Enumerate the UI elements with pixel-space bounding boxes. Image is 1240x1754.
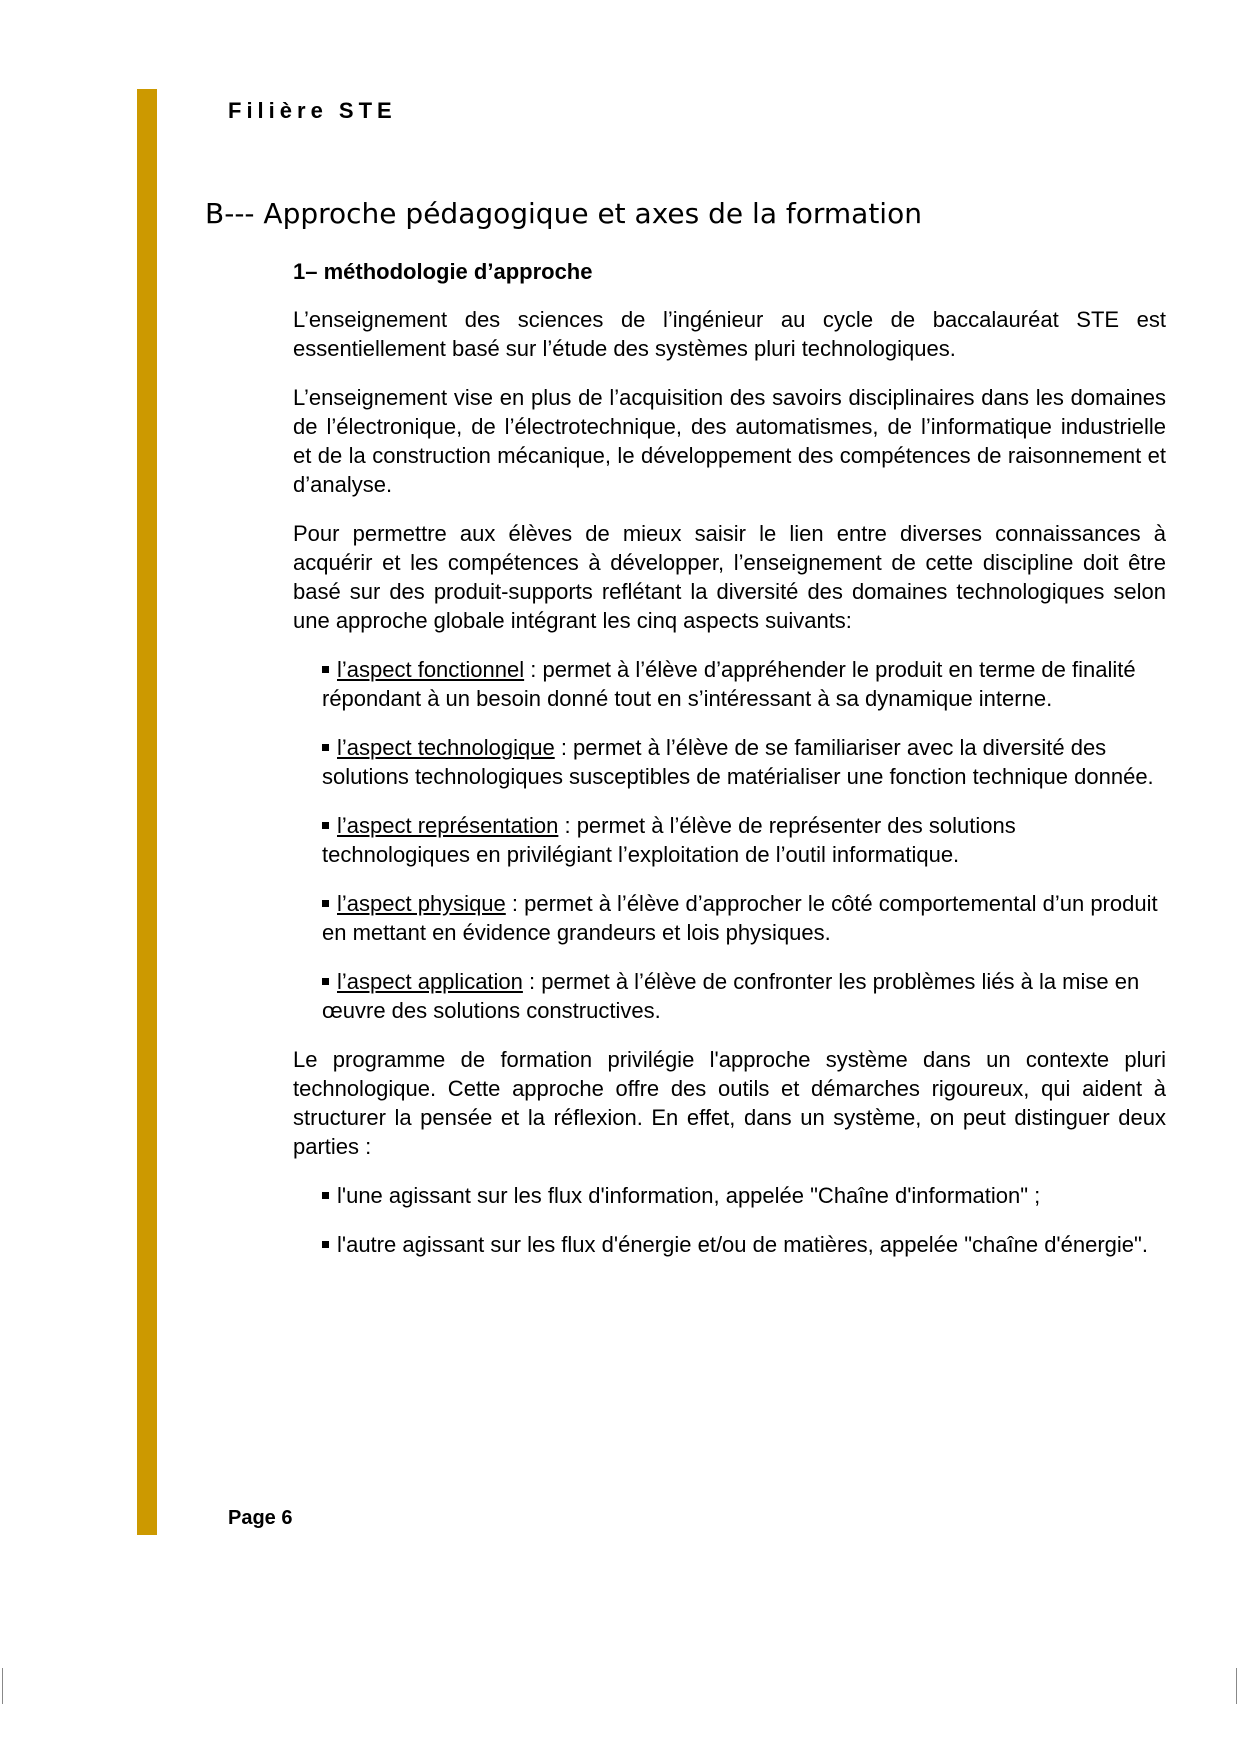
list-item-information-chain xyxy=(322,1181,1166,1210)
square-bullet-icon xyxy=(322,822,329,829)
aspect-description: : permet à l’élève de confronter les problèmes liés à la mise en œuvre des solutions constructives. xyxy=(322,969,1140,1023)
paragraph-approach: Pour permettre aux élèves de mieux saisir le lien entre diverses connaissances à acquérir et les compétences à développer, l’enseignement de cette discipline doit être basé sur des produit-supports reflétant la diversité des domaines technologiques selon une approche globale intégrant les cinq aspects suivants: xyxy=(293,521,1166,633)
square-bullet-icon xyxy=(322,900,329,907)
aspect-description: : permet à l’élève d’appréhender le produit en terme de finalité répondant à un besoin donné tout en s’intéressant à sa dynamique interne. xyxy=(322,657,1136,711)
square-bullet-icon xyxy=(322,978,329,985)
aspect-name: l’aspect physique xyxy=(337,891,506,916)
aspect-name: l’aspect technologique xyxy=(337,735,555,760)
aspect-description: : permet à l’élève de représenter des solutions technologiques en privilégiant l’exploitation de l’outil informatique. xyxy=(322,813,1016,867)
subsection-title: 1– méthodologie d’approche xyxy=(293,259,593,284)
list-item-aspect-application xyxy=(322,967,1166,1025)
paragraph-intro: L’enseignement des sciences de l’ingénieur au cycle de baccalauréat STE est essentiellement basé sur l’étude des systèmes pluri technologiques. xyxy=(293,307,1166,361)
square-bullet-icon xyxy=(322,1192,329,1199)
aspect-name: l’aspect fonctionnel xyxy=(337,657,525,682)
system-parts-list xyxy=(322,1181,1166,1259)
list-item-aspect-representation xyxy=(322,811,1166,869)
decorative-side-bar xyxy=(137,89,157,1535)
square-bullet-icon xyxy=(322,666,329,673)
aspect-name: l’aspect représentation xyxy=(337,813,559,838)
left-crop-mark xyxy=(2,1668,3,1704)
square-bullet-icon xyxy=(322,744,329,751)
list-item-aspect-physique xyxy=(322,889,1166,947)
list-item-energy-chain xyxy=(322,1230,1166,1259)
system-part-text: l'une agissant sur les flux d'information, appelée "Chaîne d'information" ; xyxy=(337,1183,1041,1208)
header-title: Filière STE xyxy=(228,98,397,123)
paragraph-system: Le programme de formation privilégie l'approche système dans un contexte pluri technologique. Cette approche offre des outils et démarches rigoureux, qui aident à structurer la pensée et la réflexion. En effet, dans un système, on peut distinguer deux parties : xyxy=(293,1047,1166,1159)
aspects-list xyxy=(322,655,1166,1025)
document-body xyxy=(293,305,1166,1279)
aspect-description: : permet à l’élève de se familiariser avec la diversité des solutions technologiques susceptibles de matérialiser une fonction technique donnée. xyxy=(322,735,1154,789)
list-item-aspect-fonctionnel xyxy=(322,655,1166,713)
aspect-name: l’aspect application xyxy=(337,969,523,994)
page-number: Page 6 xyxy=(228,1507,293,1529)
paragraph-objectives: L’enseignement vise en plus de l’acquisition des savoirs disciplinaires dans les domaines de l’électronique, de l’électrotechnique, des automatismes, de l’informatique industrielle et de la construction mécanique, le développement des compétences de raisonnement et d’analyse. xyxy=(293,385,1166,497)
aspect-description: : permet à l’élève d’approcher le côté comportemental d’un produit en mettant en évidence grandeurs et lois physiques. xyxy=(322,891,1158,945)
square-bullet-icon xyxy=(322,1241,329,1248)
system-part-text: l'autre agissant sur les flux d'énergie et/ou de matières, appelée "chaîne d'énergie". xyxy=(337,1232,1148,1257)
right-crop-mark xyxy=(1236,1668,1237,1704)
section-title: B--- Approche pédagogique et axes de la formation xyxy=(205,197,922,230)
list-item-aspect-technologique xyxy=(322,733,1166,791)
